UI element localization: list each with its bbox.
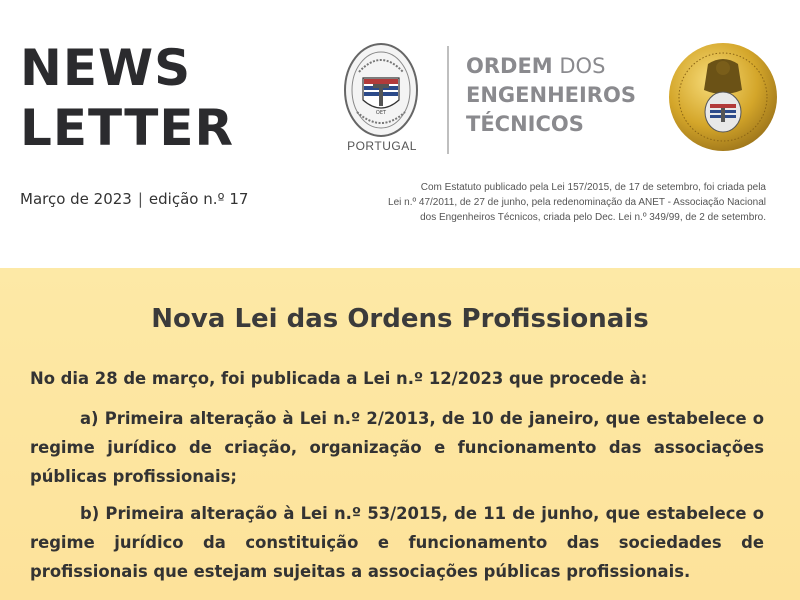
engineers-seal-logo xyxy=(343,42,419,138)
statute-line: Com Estatuto publicado pela Lei 157/2015, de 17 de setembro, foi criada pela xyxy=(420,182,766,193)
org-name-bold: ORDEM xyxy=(466,54,553,78)
logo-caption: PORTUGAL xyxy=(347,139,417,153)
statute-note xyxy=(346,180,766,225)
edition-info xyxy=(20,190,248,208)
newsletter-title-line2: LETTER xyxy=(20,99,235,157)
newsletter-title-line1: NEWS xyxy=(20,39,192,97)
svg-text:OET: OET xyxy=(375,110,387,116)
article-intro: No dia 28 de março, foi publicada a Lei n.º 12/2023 que procede à: xyxy=(30,369,648,388)
newsletter-header xyxy=(0,0,800,268)
org-name-light: DOS xyxy=(552,54,606,78)
statute-line: dos Engenheiros Técnicos, criada pelo Dec. Lei n.º 349/99, de 2 de setembro. xyxy=(420,212,766,223)
statute-line: Lei n.º 47/2011, de 27 de junho, pela redenominação da ANET - Associação Nacional xyxy=(388,197,766,208)
org-name-line2: ENGENHEIROS xyxy=(466,83,636,107)
article-item-a: a) Primeira alteração à Lei n.º 2/2013, de 10 de janeiro, que estabelece o regime jurídico de criação, organização e funcionamento das associações públicas profissionais; xyxy=(30,409,764,486)
edition-separator: | xyxy=(137,190,143,208)
article-title: Nova Lei das Ordens Profissionais xyxy=(151,304,649,334)
article-item-b: b) Primeira alteração à Lei n.º 53/2015, de 11 de junho, que estabelece o regime jurídico da constituição e funcionamento das sociedades de profissionais que estejam sujeitas a associações públicas profissionais. xyxy=(30,504,764,581)
article-panel xyxy=(0,268,800,600)
org-name-line3: TÉCNICOS xyxy=(466,112,584,136)
edition-date: Março de 2023 xyxy=(20,190,132,208)
edition-number: edição n.º 17 xyxy=(148,190,249,208)
newsletter-title xyxy=(20,38,234,158)
gold-medal-logo xyxy=(668,42,778,152)
organization-name xyxy=(466,52,636,139)
header-divider xyxy=(447,46,449,154)
